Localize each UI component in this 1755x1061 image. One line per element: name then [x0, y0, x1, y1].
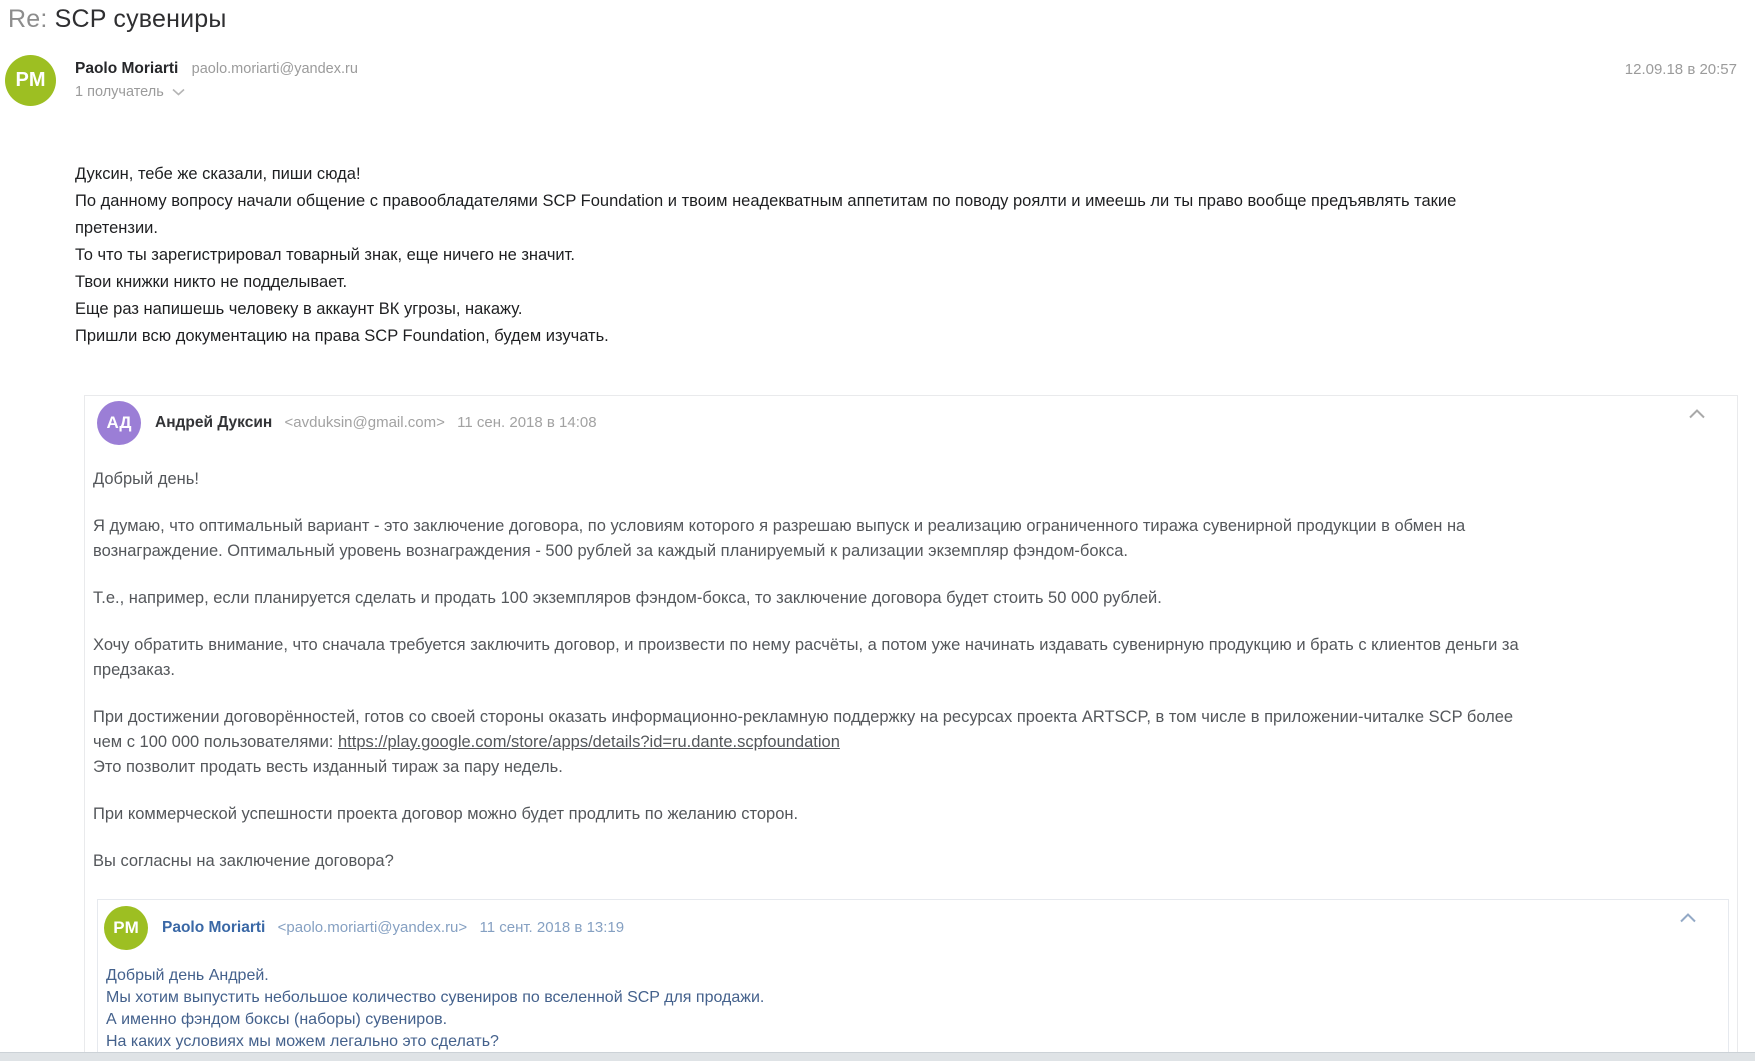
quote2-sender-name: Paolo Moriarti — [162, 919, 266, 936]
quote1-sender-name: Андрей Дуксин — [155, 414, 273, 431]
quote2-header — [104, 906, 1728, 950]
quote1-paragraph: Хочу обратить внимание, что сначала требуется заключить договор, и произвести по нему расчёты, а потом уже начинать издавать сувенирную продукцию и брать с клиентов деньги за предзаказ. — [93, 636, 1519, 679]
quote1-avatar — [97, 401, 141, 445]
recipients-toggle[interactable] — [75, 84, 185, 100]
body-line: Твои книжки никто не подделывает. — [75, 273, 348, 291]
message-date: 12.09.18 в 20:57 — [1624, 61, 1737, 78]
quote2-line: Мы хотим выпустить небольшое количество сувениров по вселенной SCP для продажи. — [106, 989, 765, 1006]
body-line: То что ты зарегистрировал товарный знак, еще ничего не значит. — [75, 246, 575, 264]
subject-prefix: Re: — [8, 5, 48, 33]
quote2-body — [106, 965, 1728, 1053]
body-line: Пришли всю документацию на права SCP Foundation, будем изучать. — [75, 327, 609, 345]
page-title — [8, 5, 227, 34]
message-body — [75, 161, 1515, 350]
quote2-line: Добрый день Андрей. — [106, 967, 269, 984]
message-header — [5, 55, 1737, 106]
quote2-line: На каких условиях мы можем легально это сделать? — [106, 1033, 499, 1050]
body-line: По данному вопросу начали общение с правообладателями SCP Foundation и твоим неадекватным аппетитам по поводу роялти и имеешь ли ты право вообще предъявлять такие претензии. — [75, 192, 1457, 237]
quote1-avatar-initials: АД — [106, 413, 132, 432]
quote1-paragraph: При коммерческой успешности проекта договор можно будет продлить по желанию сторон. — [93, 805, 799, 823]
quote1-body — [93, 467, 1541, 874]
quote2-head-text — [162, 919, 624, 937]
quoted-message-2 — [97, 899, 1729, 1061]
body-line: Дуксин, тебе же сказали, пиши сюда! — [75, 165, 361, 183]
quote1-link-lead: При достижении договорённостей, готов со своей стороны оказать информационно-рекламную поддержку на ресурсах проекта ARTSCP, в том числе в приложении-читалке SCP более чем с 100 000 пользователями: — [93, 708, 1514, 751]
sender-name: Paolo Moriarti — [75, 60, 179, 77]
quote1-paragraph: Я думаю, что оптимальный вариант - это заключение договора, по условиям которого я разрешаю выпуск и реализацию ограниченного тиража сувенирной продукции в обмен на вознаграждение. Оптимальный уровень вознаграждения - 500 рублей за каждый планируемый к рализации экземпляр фэндом-бокса. — [93, 517, 1466, 560]
quote1-link-tail: Это позволит продать весть изданный тираж за пару недель. — [93, 758, 563, 776]
quote1-paragraph: Добрый день! — [93, 470, 199, 488]
subject-text: SCP сувениры — [54, 5, 227, 33]
bottom-divider — [0, 1052, 1755, 1061]
quote1-head-text — [155, 414, 597, 432]
sender-row — [75, 59, 358, 79]
quote2-avatar — [104, 906, 148, 950]
body-line: Еще раз напишешь человеку в аккаунт ВК угрозы, накажу. — [75, 300, 523, 318]
quote2-sender-email: <paolo.moriarti@yandex.ru> — [277, 919, 468, 936]
chevron-down-icon — [172, 88, 185, 96]
quoted-message-1 — [84, 395, 1738, 1053]
sender-avatar — [5, 55, 56, 106]
quote1-sender-email: <avduksin@gmail.com> — [284, 414, 445, 431]
quote2-date: 11 сент. 2018 в 13:19 — [479, 919, 625, 936]
quote2-avatar-initials: PM — [113, 918, 139, 937]
quote1-paragraph-with-link — [93, 705, 1541, 780]
quote1-header — [97, 401, 1737, 445]
sender-avatar-initials: PM — [15, 69, 46, 91]
quote2-line: А именно фэндом боксы (наборы) сувениров. — [106, 1011, 448, 1028]
playstore-link[interactable]: https://play.google.com/store/apps/details?id=ru.dante.scpfoundation — [337, 733, 840, 751]
quote1-paragraph: Вы согласны на заключение договора? — [93, 852, 394, 870]
sender-block — [75, 55, 358, 100]
sender-email: paolo.moriarti@yandex.ru — [191, 61, 358, 77]
quote1-paragraph: Т.е., например, если планируется сделать и продать 100 экземпляров фэндом-бокса, то заключение договора будет стоить 50 000 рублей. — [93, 589, 1162, 607]
quote1-date: 11 сен. 2018 в 14:08 — [457, 414, 597, 431]
recipients-label: 1 получатель — [75, 84, 164, 100]
